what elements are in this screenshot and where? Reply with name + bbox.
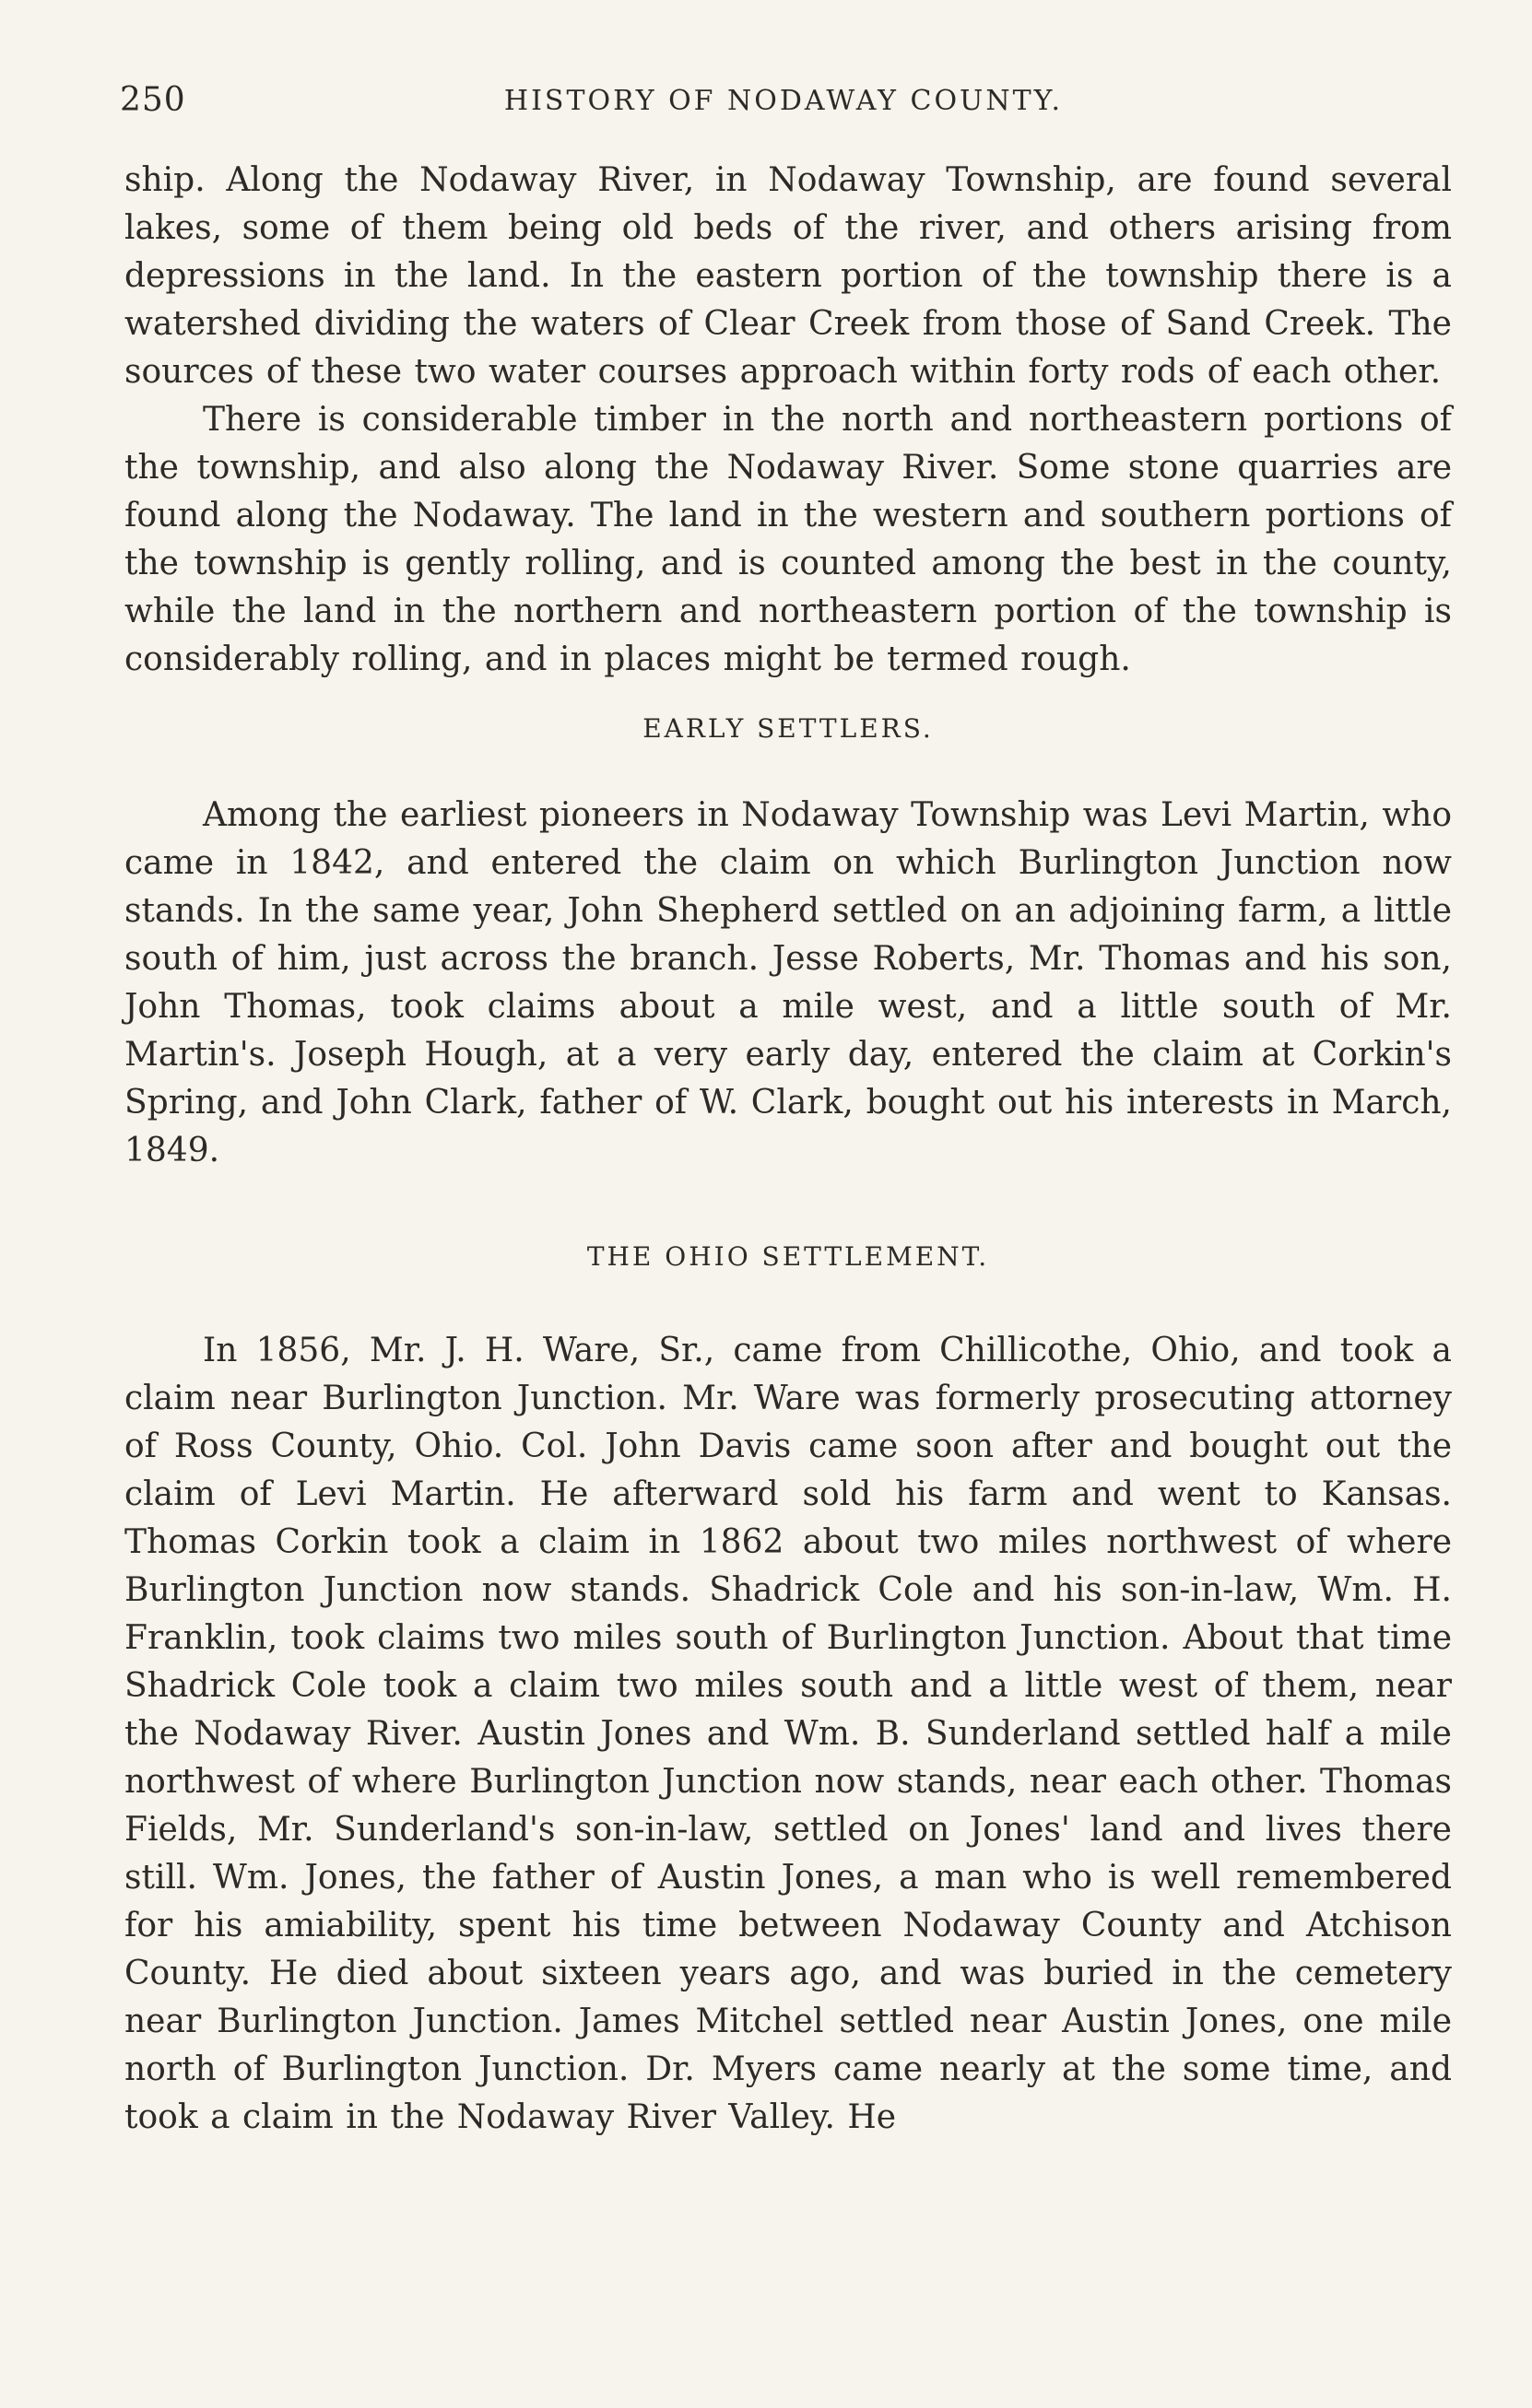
paragraph-2: There is considerable timber in the north and northeastern portions of the township, and also along the Nodaway River. Some stone quarries are found along the Nodaway. The land in the western and southern portions of the township is gently rolling, and is counted among the best in the county, while the land in the northern and northeastern portion of the township is considerably rolling, and in places might be termed rough. <box>124 401 1452 678</box>
paragraph-4: In 1856, Mr. J. H. Ware, Sr., came from Chillicothe, Ohio, and took a claim near Burlington Junction. Mr. Ware was formerly prosecuting attorney of Ross County, Ohio. Col. John Davis came soon after and bought out the claim of Levi Martin. He afterward sold his farm and went to Kansas. Thomas Corkin took a claim in 1862 about two miles northwest of where Burlington Junction now stands. Shadrick Cole and his son-in-law, Wm. H. Franklin, took claims two miles south of Burlington Junction. About that time Shadrick Cole took a claim two miles south and a little west of them, near the Nodaway River. Austin Jones and Wm. B. Sunderland settled half a mile northwest of where Burlington Junction now stands, near each other. Thomas Fields, Mr. Sunderland's son-in-law, settled on Jones' land and lives there still. Wm. Jones, the father of Austin Jones, a man who is well remembered for his amiability, spent his time between Nodaway County and Atchison County. He died about sixteen years ago, and was buried in the cemetery near Burlington Junction. James Mitchel settled near Austin Jones, one mile north of Burlington Junction. Dr. Myers came nearly at the some time, and took a claim in the Nodaway River Valley. He <box>124 1332 1452 2136</box>
body-text <box>124 157 1452 2142</box>
section-heading-early-settlers: EARLY SETTLERS. <box>642 713 934 744</box>
paragraph-3: Among the earliest pioneers in Nodaway Township was Levi Martin, who came in 1842, and entered the claim on which Burlington Junction now stands. In the same year, John Shepherd settled on an adjoining farm, a little south of him, just across the branch. Jesse Roberts, Mr. Thomas and his son, John Thomas, took claims about a mile west, and a little south of Mr. Martin's. Joseph Hough, at a very early day, entered the claim at Corkin's Spring, and John Clark, father of W. Clark, bought out his interests in March, 1849. <box>124 796 1452 1169</box>
page-header <box>120 81 1447 131</box>
running-title: HISTORY OF NODAWAY COUNTY. <box>503 85 1064 117</box>
section-heading-ohio-settlement: THE OHIO SETTLEMENT. <box>586 1241 990 1272</box>
paragraph-1: ship. Along the Nodaway River, in Nodaway Township, are found several lakes, some of them being old beds of the river, and others arising from depressions in the land. In the eastern portion of the township there is a watershed dividing the waters of Clear Creek from those of Sand Creek. The sources of these two water courses approach within forty rods of each other. <box>124 161 1452 391</box>
page-number: 250 <box>120 81 186 119</box>
